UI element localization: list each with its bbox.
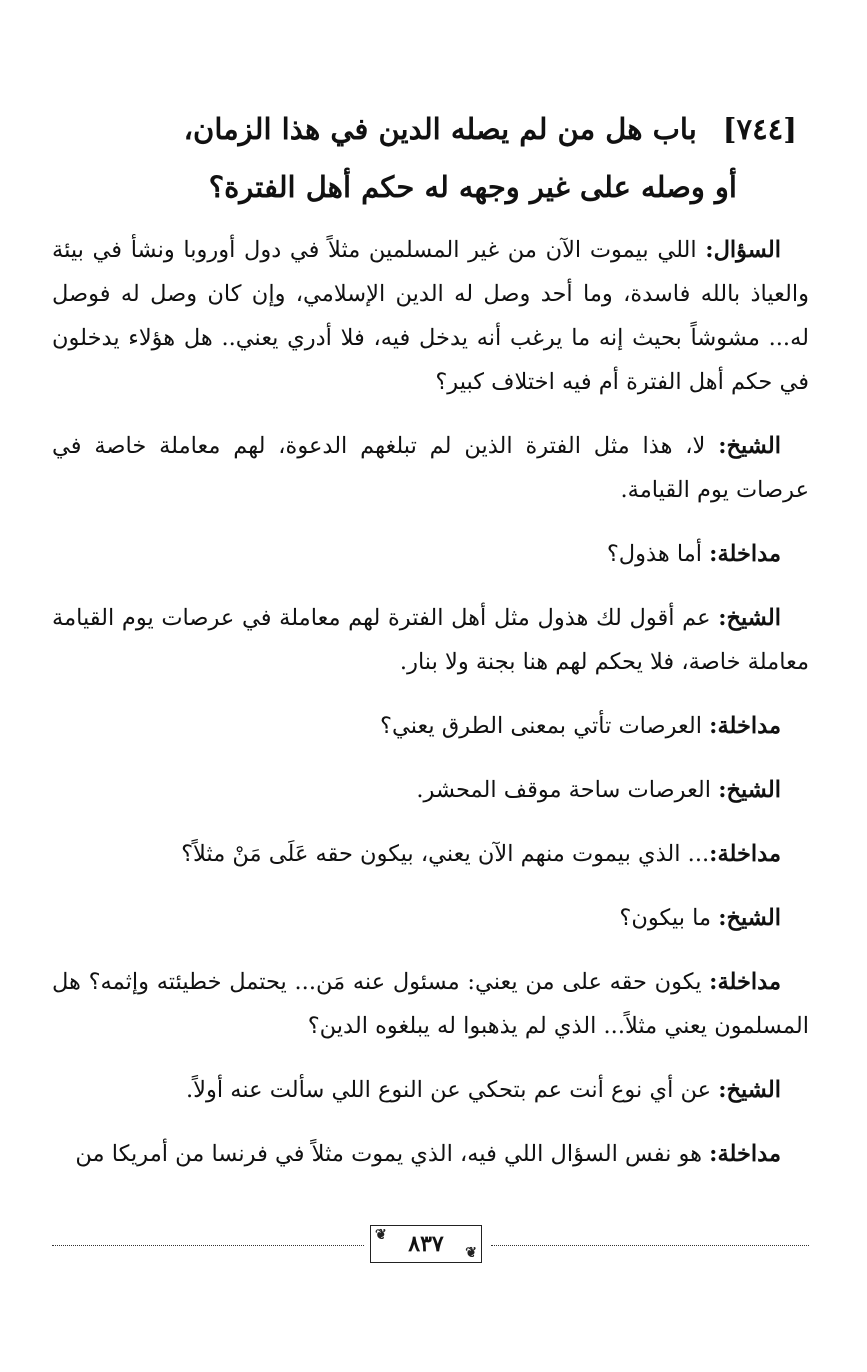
paragraph-text: عم أقول لك هذول مثل أهل الفترة لهم معاملة في عرصات يوم القيامة معاملة خاصة، فلا يحكم لهم هنا بجنة ولا بنار. xyxy=(52,605,809,675)
paragraph-interjection xyxy=(52,960,809,1048)
paragraph-answer xyxy=(52,768,809,812)
page-number: ٨٣٧ xyxy=(408,1231,444,1257)
chapter-heading xyxy=(60,100,797,216)
speaker-label: الشيخ: xyxy=(718,905,781,931)
speaker-label: الشيخ: xyxy=(718,777,781,803)
corner-ornament-icon: ❦ xyxy=(465,1245,477,1261)
paragraph-interjection xyxy=(52,1132,809,1176)
paragraph-text: هو نفس السؤال اللي فيه، الذي يموت مثلاً في فرنسا من أمريكا من xyxy=(75,1141,710,1167)
speaker-label: السؤال: xyxy=(705,237,781,263)
footer-rule-right xyxy=(491,1245,809,1246)
page-number-box xyxy=(370,1225,482,1263)
speaker-label: مداخلة: xyxy=(709,1141,781,1167)
paragraph-answer xyxy=(52,596,809,684)
paragraph-text: لا، هذا مثل الفترة الذين لم تبلغهم الدعوة، لهم معاملة خاصة في عرصات يوم القيامة. xyxy=(52,433,809,503)
paragraph-text: العرصات تأتي بمعنى الطرق يعني؟ xyxy=(380,713,710,739)
paragraph-interjection xyxy=(52,832,809,876)
paragraph-text: اللي بيموت الآن من غير المسلمين مثلاً في دول أوروبا ونشأ في بيئة والعياذ بالله فاسدة، وما أحد وصل له الدين الإسلامي، وإن كان وصل له فوصل له... مشوشاً بحيث إنه ما يرغب أنه يدخل فيه، فلا أدري يعني.. هل هؤلاء يدخلون في حكم أهل الفترة أم فيه اختلاف كبير؟ xyxy=(52,237,809,395)
speaker-label: مداخلة: xyxy=(709,969,781,995)
corner-ornament-icon: ❦ xyxy=(375,1227,387,1243)
page-footer xyxy=(52,1225,809,1265)
footer-rule-left xyxy=(52,1245,364,1246)
speaker-label: الشيخ: xyxy=(718,433,781,459)
paragraph-text: ... الذي بيموت منهم الآن يعني، بيكون حقه عَلَى مَنْ مثلاً؟ xyxy=(181,841,710,867)
paragraph-text: أما هذول؟ xyxy=(606,541,710,567)
paragraph-text: ما بيكون؟ xyxy=(619,905,719,931)
heading-line-2: أو وصله على غير وجهه له حكم أهل الفترة؟ xyxy=(208,170,737,204)
paragraph-text: عن أي نوع أنت عم بتحكي عن النوع اللي سألت عنه أولاً. xyxy=(186,1077,719,1103)
body-text xyxy=(52,228,809,1196)
paragraph-question xyxy=(52,228,809,404)
paragraph-answer xyxy=(52,424,809,512)
paragraph-answer xyxy=(52,1068,809,1112)
paragraph-interjection xyxy=(52,532,809,576)
paragraph-answer xyxy=(52,896,809,940)
paragraph-interjection xyxy=(52,704,809,748)
paragraph-text: يكون حقه على من يعني: مسئول عنه مَن... يحتمل خطيئته وإثمه؟ هل المسلمون يعني مثلاً... الذي لم يذهبوا له يبلغوه الدين؟ xyxy=(52,969,809,1039)
heading-line-1-text: باب هل من لم يصله الدين في هذا الزمان، xyxy=(183,112,697,146)
chapter-number: [٧٤٤] xyxy=(722,112,797,146)
speaker-label: الشيخ: xyxy=(718,1077,781,1103)
speaker-label: مداخلة: xyxy=(709,713,781,739)
speaker-label: مداخلة: xyxy=(709,541,781,567)
speaker-label: الشيخ: xyxy=(718,605,781,631)
speaker-label: مداخلة: xyxy=(709,841,781,867)
paragraph-text: العرصات ساحة موقف المحشر. xyxy=(416,777,719,803)
heading-line-1 xyxy=(184,112,797,146)
